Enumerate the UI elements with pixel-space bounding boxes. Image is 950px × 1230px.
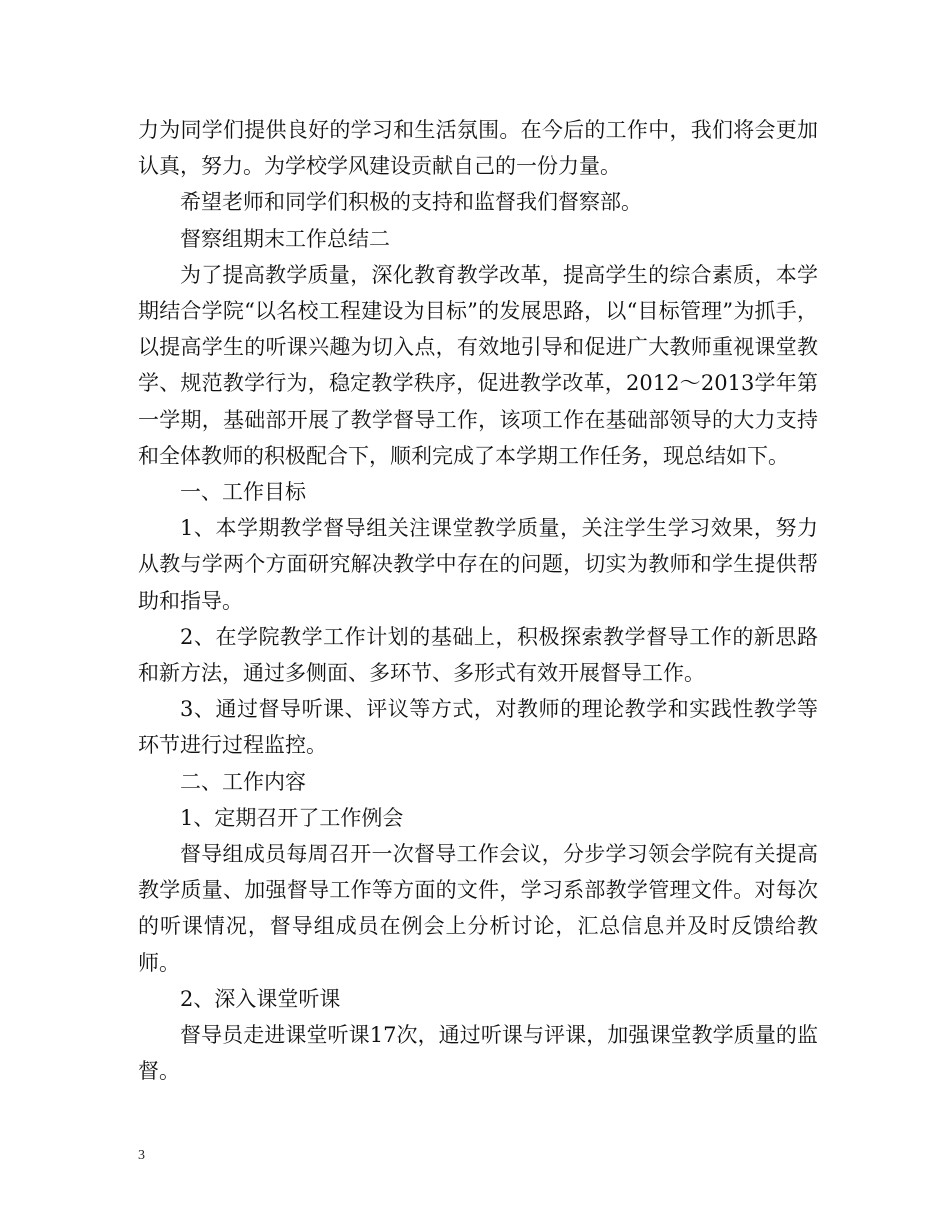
content-paragraph-2: 督导员走进课堂听课17次，通过听课与评课，加强课堂教学质量的监督。 bbox=[138, 1023, 818, 1084]
page-number: 3 bbox=[138, 1148, 145, 1163]
document-body bbox=[138, 112, 818, 1089]
content-heading-1: 1、定期召开了工作例会 bbox=[180, 805, 404, 830]
goal-item-1: 1、本学期教学督导组关注课堂教学质量，关注学生学习效果，努力从教与学两个方面研究解决教学中存在的问题，切实为教师和学生提供帮助和指导。 bbox=[138, 516, 818, 613]
content-paragraph-1: 督导组成员每周召开一次督导工作会议，分步学习领会学院有关提高教学质量、加强督导工作等方面的文件，学习系部教学管理文件。对每次的听课情况，督导组成员在例会上分析讨论，汇总信息并及时反馈给教师。 bbox=[138, 842, 818, 975]
paragraph-hope: 希望老师和同学们积极的支持和监督我们督察部。 bbox=[180, 190, 642, 215]
heading-work-content: 二、工作内容 bbox=[180, 769, 306, 794]
goal-item-3: 3、通过督导听课、评议等方式，对教师的理论教学和实践性教学等环节进行过程监控。 bbox=[138, 697, 818, 758]
content-heading-2: 2、深入课堂听课 bbox=[180, 986, 341, 1011]
paragraph-intro: 为了提高教学质量，深化教育教学改革，提高学生的综合素质，本学期结合学院“以名校工程建设为目标”的发展思路，以“目标管理”为抓手，以提高学生的听课兴趣为切入点，有效地引导和促进广大教师重视课堂教学、规范教学行为，稳定教学秩序，促进教学改革，2012～2013学年第一学期，基础部开展了教学督导工作，该项工作在基础部领导的大力支持和全体教师的积极配合下，顺利完成了本学期工作任务，现总结如下。 bbox=[138, 262, 818, 468]
paragraph-continuation: 力为同学们提供良好的学习和生活氛围。在今后的工作中，我们将会更加认真，努力。为学校学风建设贡献自己的一份力量。 bbox=[138, 118, 818, 179]
heading-work-goals: 一、工作目标 bbox=[180, 480, 306, 505]
goal-item-2: 2、在学院教学工作计划的基础上，积极探索教学督导工作的新思路和新方法，通过多侧面、多环节、多形式有效开展督导工作。 bbox=[138, 624, 818, 686]
section-title: 督察组期末工作总结二 bbox=[180, 226, 390, 251]
